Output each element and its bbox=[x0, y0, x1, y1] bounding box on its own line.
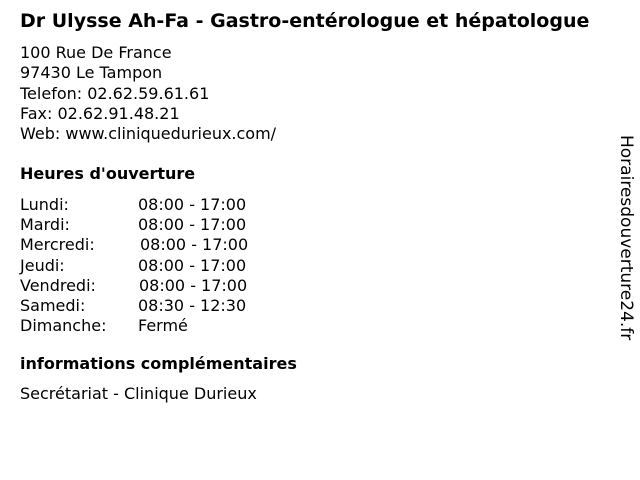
website: Web: www.cliniquedurieux.com/ bbox=[20, 124, 277, 144]
opening-hours-heading: Heures d'ouverture bbox=[20, 164, 196, 183]
day-label: Dimanche: bbox=[20, 316, 107, 336]
fax-number: Fax: 02.62.91.48.21 bbox=[20, 103, 180, 123]
time-range: 08:00 - 17:00 bbox=[140, 235, 249, 255]
day-label: Mercredi: bbox=[20, 235, 95, 255]
time-range: 08:00 - 17:00 bbox=[138, 255, 247, 275]
address-street: 100 Rue De France bbox=[20, 43, 172, 62]
site-brand-vertical: Horairesdouverture24.fr bbox=[616, 135, 636, 341]
contact-block bbox=[20, 43, 276, 144]
day-label: Lundi: bbox=[20, 195, 69, 214]
time-range: 08:00 - 17:00 bbox=[138, 215, 247, 235]
time-range: 08:00 - 17:00 bbox=[138, 195, 247, 214]
day-label: Jeudi: bbox=[20, 255, 65, 275]
page-title: Dr Ulysse Ah-Fa - Gastro-entérologue et hépatologue bbox=[20, 10, 590, 32]
additional-info-heading: informations complémentaires bbox=[20, 354, 297, 373]
time-range: 08:30 - 12:30 bbox=[138, 295, 247, 315]
phone-number: Telefon: 02.62.59.61.61 bbox=[20, 83, 210, 103]
additional-info-text: Secrétariat - Clinique Durieux bbox=[20, 384, 257, 403]
time-range: 08:00 - 17:00 bbox=[139, 275, 248, 295]
time-range: Fermé bbox=[138, 316, 188, 336]
day-label: Mardi: bbox=[20, 215, 70, 235]
address-city: 97430 Le Tampon bbox=[20, 63, 163, 83]
day-label: Vendredi: bbox=[20, 275, 96, 295]
day-label: Samedi: bbox=[20, 295, 86, 315]
